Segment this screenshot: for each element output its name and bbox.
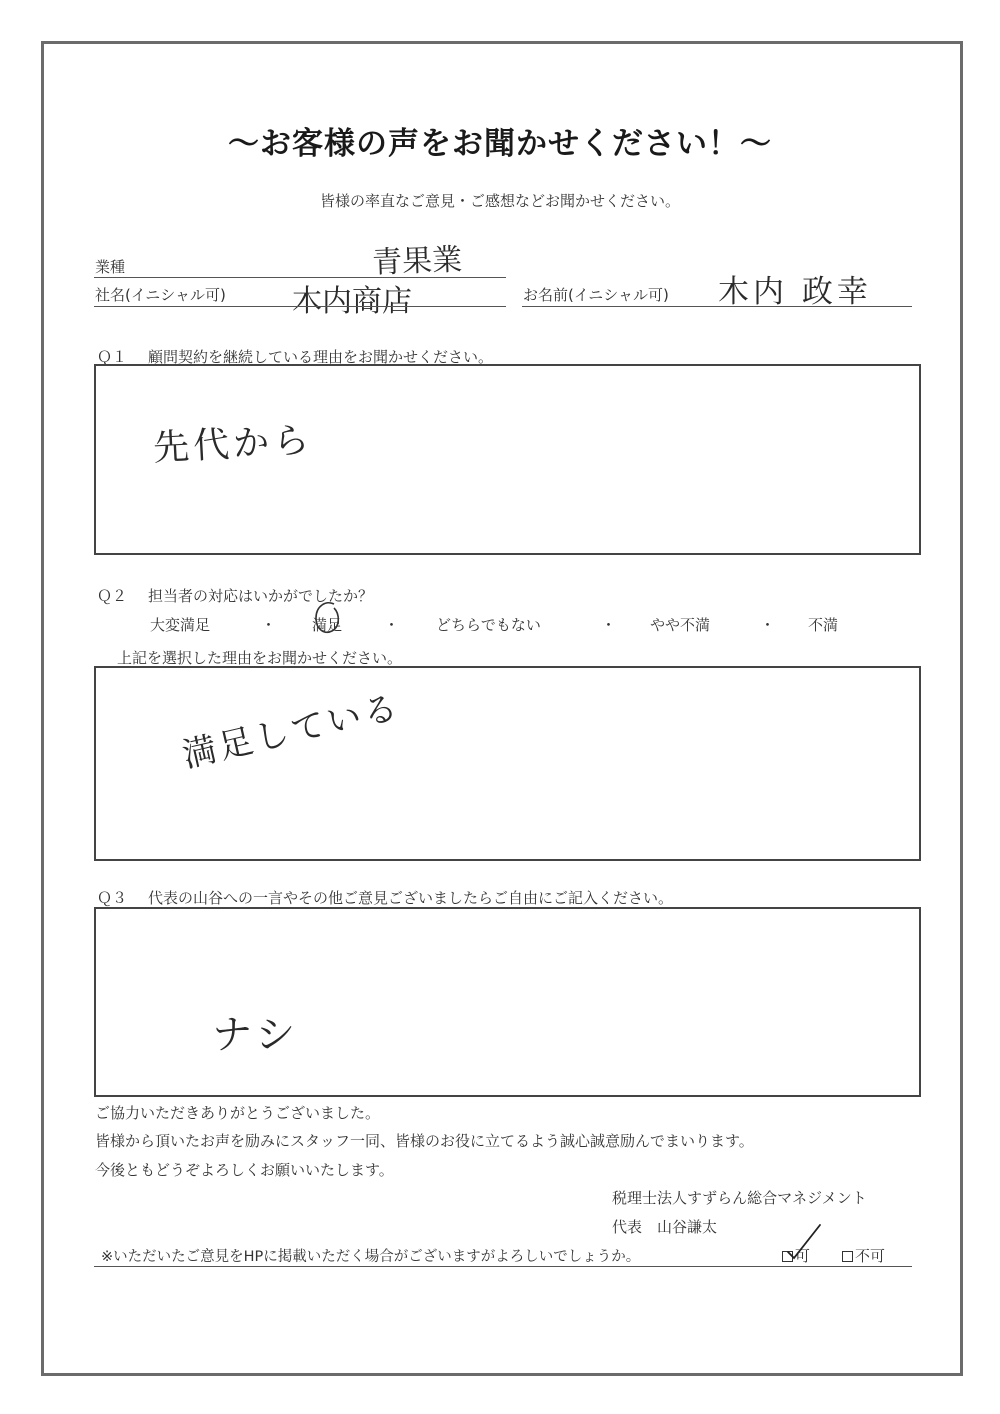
q3-question: 代表の山谷への一言やその他ご意見ございましたらご自由にご記入ください。 — [148, 889, 674, 907]
consent-no-checkbox[interactable] — [842, 1251, 853, 1262]
q2-option-dissatisfied[interactable]: 不満 — [808, 616, 839, 634]
q1-answer-box[interactable] — [94, 364, 921, 555]
consent-question: ※いただいたご意見をHPに掲載いただく場合がございますがよろしいでしょうか。 — [101, 1249, 641, 1265]
q1-question: 顧問契約を継続している理由をお聞かせください。 — [148, 348, 494, 366]
q3-label: Ｑ３ — [97, 889, 128, 907]
q1-answer: 先代から — [152, 419, 315, 470]
consent-no-label: 不可 — [855, 1247, 886, 1265]
industry-label: 業種 — [95, 258, 126, 276]
q2-reason-prompt: 上記を選択した理由をお聞かせください。 — [117, 649, 403, 667]
q2-separator: ・ — [261, 616, 277, 634]
representative-name: 代表 山谷謙太 — [612, 1218, 718, 1236]
consent-yes-label: 可 — [795, 1247, 811, 1265]
firm-name: 税理士法人すずらん総合マネジメント — [612, 1189, 867, 1207]
q2-option-neutral[interactable]: どちらでもない — [436, 616, 541, 634]
name-label: お名前(イニシャル可) — [523, 286, 669, 304]
q2-answer: 満足している — [178, 687, 405, 777]
q2-label: Ｑ２ — [97, 587, 128, 605]
company-value[interactable]: 木内商店 — [292, 284, 412, 319]
closing-regards: 今後ともどうぞよろしくお願いいたします。 — [95, 1161, 394, 1179]
name-value[interactable]: 木内 政幸 — [718, 274, 872, 310]
q3-answer: ナシ — [212, 1012, 300, 1058]
q2-separator: ・ — [601, 616, 617, 634]
closing-message: 皆様から頂いたお声を励みにスタッフ一同、皆様のお役に立てるよう誠心誠意励んでまいります。 — [95, 1132, 754, 1150]
q2-separator: ・ — [384, 616, 400, 634]
name-underline — [522, 306, 912, 307]
q3-answer-box[interactable] — [94, 907, 921, 1097]
company-underline — [94, 306, 506, 307]
q2-separator: ・ — [760, 616, 776, 634]
q2-answer-box[interactable] — [94, 666, 921, 861]
page-title: 〜お客様の声をお聞かせください！〜 — [228, 126, 772, 162]
company-label: 社名(イニシャル可) — [95, 286, 226, 304]
q2-option-somewhat-dissatisfied[interactable]: やや不満 — [650, 616, 711, 634]
q1-label: Ｑ１ — [97, 348, 128, 366]
closing-thanks: ご協力いただきありがとうございました。 — [95, 1104, 381, 1122]
selected-circle-mark — [306, 598, 346, 640]
consent-underline — [94, 1266, 912, 1267]
page-subtitle: 皆様の率直なご意見・ご感想などお聞かせください。 — [319, 192, 680, 210]
checkmark-icon — [782, 1222, 824, 1264]
industry-value[interactable]: 青果業 — [371, 242, 463, 281]
q2-option-very-satisfied[interactable]: 大変満足 — [150, 616, 211, 634]
q2-option-satisfied[interactable]: 満足 — [312, 616, 343, 634]
consent-no-option[interactable] — [842, 1245, 885, 1266]
q2-question: 担当者の対応はいかがでしたか？ — [148, 587, 374, 605]
